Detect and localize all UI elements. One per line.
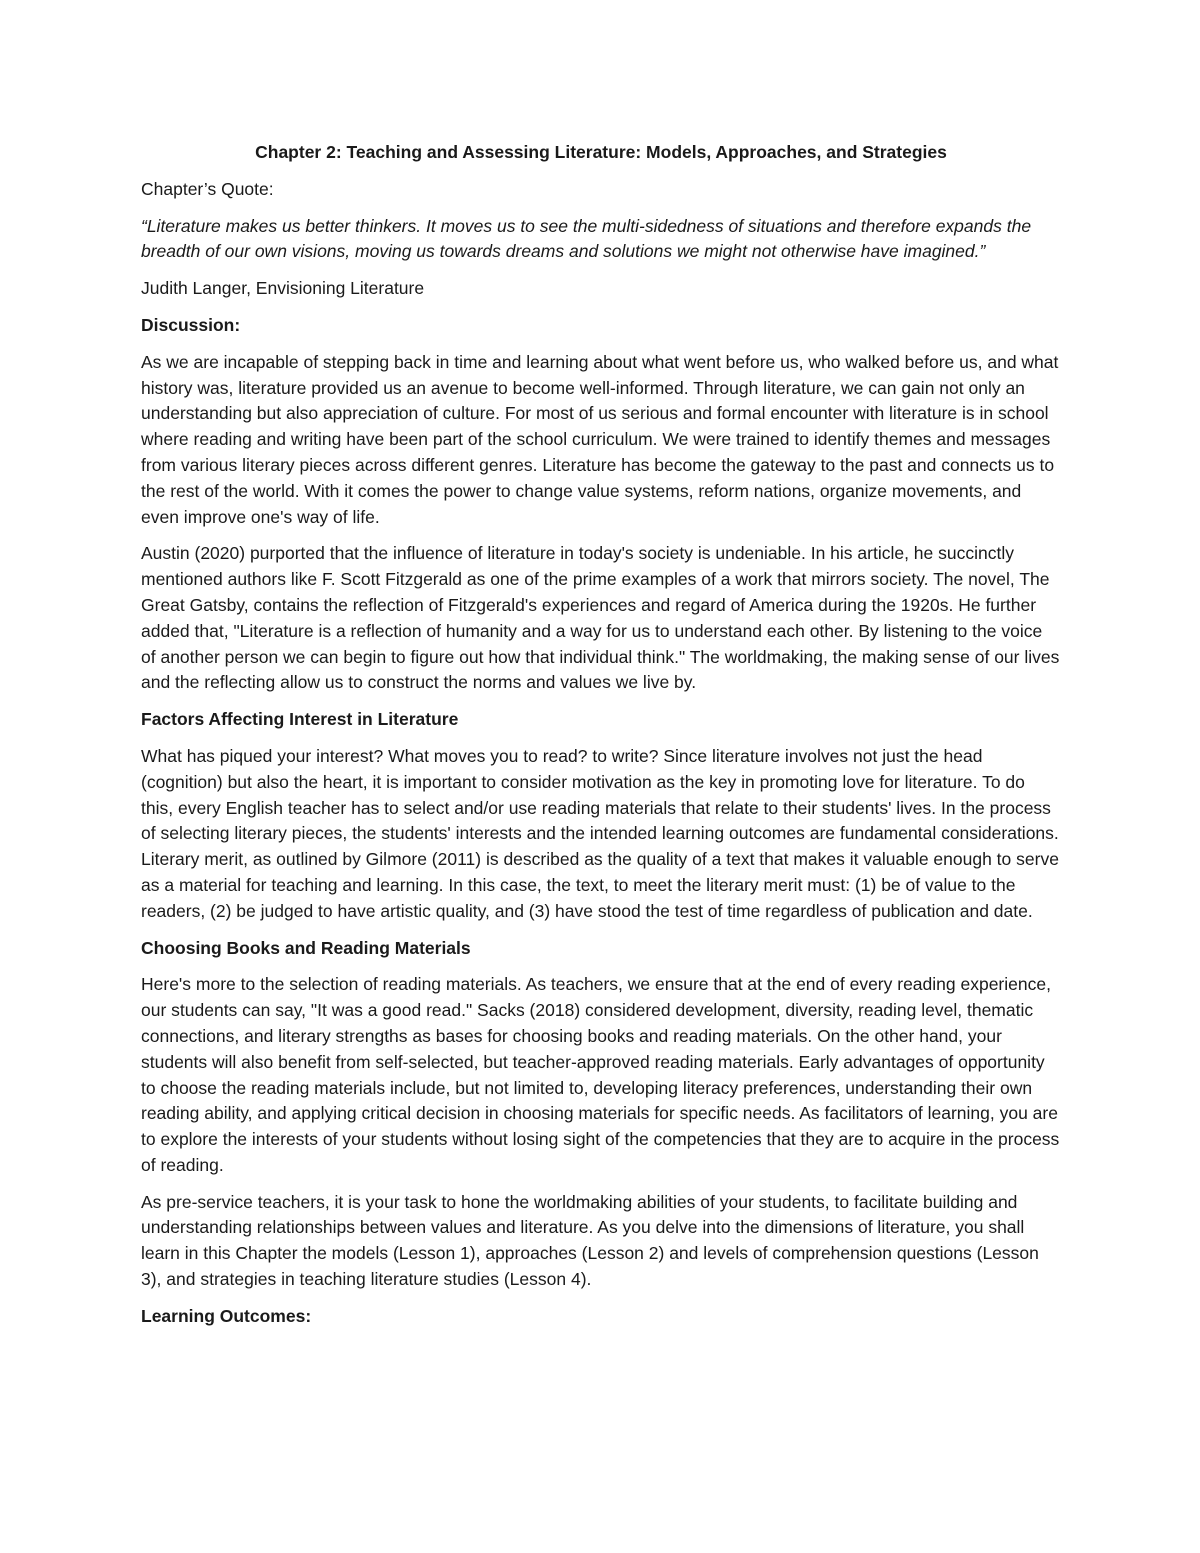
discussion-paragraph-2: Austin (2020) purported that the influence of literature in today's society is undeniable. In his article, he succinctly mentioned authors like F. Scott Fitzgerald as one of the prime examples of a work that mirrors society. The novel, The Great Gatsby, contains the reflection of Fitzgerald's experiences and regard of America during the 1920s. He further added that, "Literature is a reflection of humanity and a way for us to understand each other. By listening to the voice of another person we can begin to figure out how that individual think." The worldmaking, the making sense of our lives and the reflecting allow us to construct the norms and values we live by. (141, 543, 1060, 693)
chapter-title: Chapter 2: Teaching and Assessing Literature: Models, Approaches, and Strategies (255, 142, 947, 162)
discussion-paragraph-1: As we are incapable of stepping back in time and learning about what went before us, who walked before us, and what history was, literature provided us an avenue to become well-informed. Through literature, we can gain not only an understanding but also appreciation of culture. For most of us serious and formal encounter with literature is in school where reading and writing have been part of the school curriculum. We were trained to identify themes and messages from various literary pieces across different genres. Literature has become the gateway to the past and connects us to the rest of the world. With it comes the power to change value systems, reform nations, organize movements, and even improve one's way of life. (141, 351, 1059, 527)
choosing-paragraph-2: As pre-service teachers, it is your task to hone the worldmaking abilities of your students, to facilitate building and understanding relationships between values and literature. As you delve into the dimensions of literature, you shall learn in this Chapter the models (Lesson 1), approaches (Lesson 2) and levels of comprehension questions (Lesson 3), and strategies in teaching literature studies (Lesson 4). (141, 1191, 1039, 1290)
quote-label: Chapter’s Quote: (141, 178, 274, 199)
choosing-heading: Choosing Books and Reading Materials (141, 937, 471, 958)
factors-paragraph: What has piqued your interest? What moves you to read? to write? Since literature involves not just the head (cognition) but also the heart, it is important to consider motivation as the key in promoting love for literature. To do this, every English teacher has to select and/or use reading materials that relate to their students' lives. In the process of selecting literary pieces, the students' interests and the intended learning outcomes are fundamental considerations. Literary merit, as outlined by Gilmore (2011) is described as the quality of a text that makes it valuable enough to serve as a material for teaching and learning. In this case, the text, to meet the literary merit must: (1) be of value to the readers, (2) be judged to have artistic quality, and (3) have stood the test of time regardless of publication and date. (141, 745, 1059, 921)
chapter-quote: “Literature makes us better thinkers. It moves us to see the multi-sidedness of situations and therefore expands the breadth of our own visions, moving us towards dreams and solutions we might not otherwise have imagined.” (141, 215, 1032, 262)
discussion-heading: Discussion: (141, 314, 241, 335)
quote-attribution: Judith Langer, Envisioning Literature (141, 278, 425, 299)
choosing-paragraph-1: Here's more to the selection of reading materials. As teachers, we ensure that at the end of every reading experience, our students can say, "It was a good read." Sacks (2018) considered development, diversity, reading level, thematic connections, and literary strengths as bases for choosing books and reading materials. On the other hand, your students will also benefit from self-selected, but teacher-approved reading materials. Early advantages of opportunity to choose the reading materials include, but not limited to, developing literacy preferences, understanding their own reading ability, and applying critical decision in choosing materials for specific needs. As facilitators of learning, you are to explore the interests of your students without losing sight of the competencies that they are to acquire in the process of reading. (141, 974, 1060, 1175)
learning-outcomes-heading: Learning Outcomes: (141, 1305, 312, 1326)
document-page (141, 140, 1061, 1341)
factors-heading: Factors Affecting Interest in Literature (141, 709, 459, 730)
